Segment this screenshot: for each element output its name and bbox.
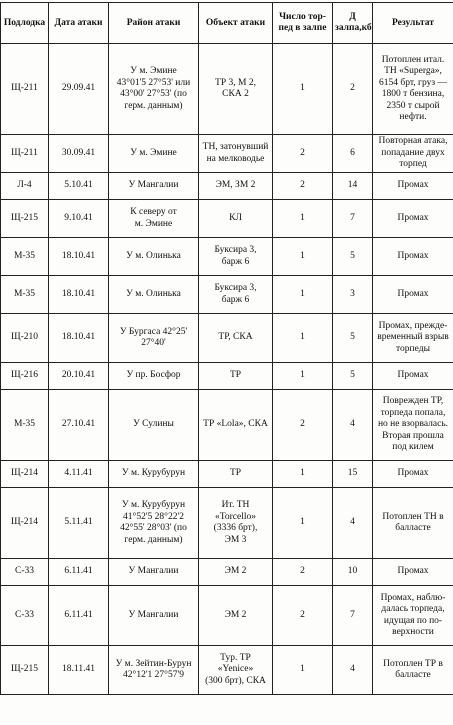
- result-cell: [373, 276, 453, 314]
- salvo-distance-cell: 3: [333, 276, 373, 314]
- attack-date-cell: 5.10.41: [49, 173, 109, 200]
- attack-target-cell: [199, 135, 273, 173]
- column-header-result: [373, 3, 453, 44]
- salvo-distance-cell: 15: [333, 461, 373, 488]
- attack-date-cell: 18.10.41: [49, 238, 109, 276]
- cell-line: ТР: [229, 370, 242, 381]
- torpedo-count-cell: 1: [273, 461, 333, 488]
- torpedo-count-cell: 2: [273, 586, 333, 646]
- cell-line: 2350 т сырой: [386, 100, 440, 111]
- submarine-cell: М-35: [1, 276, 49, 314]
- cell-line: идущая по по-: [383, 615, 443, 626]
- cell-line: Промах: [397, 212, 429, 223]
- column-header-attack-target: [199, 3, 273, 44]
- attack-target-cell: [199, 646, 273, 695]
- torpedo-count-cell: 1: [273, 276, 333, 314]
- table-body: [1, 44, 453, 695]
- table-row: [1, 276, 453, 314]
- attack-area-cell: [109, 276, 199, 314]
- attack-area-cell: [109, 646, 199, 695]
- cell-line: под килем: [392, 442, 434, 453]
- cell-line: герм. данным): [124, 534, 183, 545]
- attack-date-cell: 18.10.41: [49, 276, 109, 314]
- cell-line: 43°00' 27°53' (по: [120, 89, 187, 99]
- salvo-distance-cell: 14: [333, 173, 373, 200]
- submarine-attacks-table: [0, 2, 453, 695]
- table-row: [1, 135, 453, 173]
- cell-line: Район атаки: [126, 17, 181, 28]
- attack-date-cell: 6.11.41: [49, 586, 109, 646]
- salvo-distance-cell: 4: [333, 488, 373, 559]
- cell-line: Потоплен итал.: [381, 54, 445, 65]
- cell-line: далась торпеда,: [381, 604, 445, 614]
- cell-line: Дата атаки: [54, 17, 103, 28]
- table-row: [1, 586, 453, 646]
- result-cell: [373, 238, 453, 276]
- cell-line: но не взорвалась.: [377, 419, 449, 430]
- torpedo-count-cell: 2: [273, 173, 333, 200]
- attack-date-cell: 27.10.41: [49, 390, 109, 461]
- result-cell: [373, 586, 453, 646]
- cell-line: на мелководье: [206, 153, 265, 164]
- attack-target-cell: [199, 586, 273, 646]
- result-cell: [373, 390, 453, 461]
- column-header-attack-area: [109, 3, 199, 44]
- column-header-torpedo-count: [273, 3, 333, 44]
- cell-line: барж 6: [221, 294, 250, 305]
- table-row: [1, 559, 453, 586]
- torpedo-count-cell: 1: [273, 238, 333, 276]
- attack-area-cell: [109, 238, 199, 276]
- table-row: [1, 173, 453, 200]
- cell-line: КЛ: [229, 212, 242, 223]
- cell-line: 43°01'5 27°53' или: [116, 77, 191, 88]
- salvo-distance-cell: 7: [333, 586, 373, 646]
- attack-area-cell: [109, 173, 199, 200]
- cell-line: Промах: [397, 468, 429, 479]
- cell-line: У м. Курубурун: [121, 468, 186, 479]
- cell-line: У Мангалии: [128, 180, 179, 191]
- attack-target-cell: [199, 314, 273, 363]
- cell-line: торпеды: [396, 343, 430, 354]
- attack-date-cell: 30.09.41: [49, 135, 109, 173]
- attack-target-cell: [199, 488, 273, 559]
- result-cell: [373, 559, 453, 586]
- torpedo-count-cell: 1: [273, 488, 333, 559]
- result-cell: [373, 488, 453, 559]
- cell-line: ТР 3, М 2,: [215, 77, 256, 88]
- cell-line: Тур. ТР: [220, 652, 251, 663]
- cell-line: ЭМ, ЗМ 2: [215, 180, 256, 191]
- cell-line: Д залпа,: [335, 12, 362, 33]
- cell-line: ЭМ 2: [224, 609, 247, 620]
- attack-area-cell: [109, 390, 199, 461]
- attack-area-cell: [109, 314, 199, 363]
- attack-date-cell: 9.10.41: [49, 200, 109, 238]
- cell-line: Буксира 3,: [214, 283, 257, 293]
- cell-line: барж 6: [221, 256, 250, 267]
- cell-line: 42°55' 28°03' (по: [120, 523, 187, 533]
- table-row: [1, 238, 453, 276]
- result-cell: [373, 646, 453, 695]
- attack-date-cell: 4.11.41: [49, 461, 109, 488]
- cell-line: Вторая прошла: [382, 430, 444, 441]
- salvo-distance-cell: 4: [333, 646, 373, 695]
- attack-area-cell: [109, 135, 199, 173]
- cell-line: ЭМ 3: [224, 534, 247, 545]
- attack-date-cell: 18.11.41: [49, 646, 109, 695]
- submarine-cell: Щ-214: [1, 488, 49, 559]
- attack-date-cell: 20.10.41: [49, 363, 109, 390]
- cell-line: герм. данным): [124, 100, 183, 111]
- cell-line: Объект атаки: [205, 17, 266, 28]
- cell-line: балласте: [395, 670, 431, 680]
- table-row: [1, 390, 453, 461]
- salvo-distance-cell: 6: [333, 135, 373, 173]
- attack-date-cell: 6.11.41: [49, 559, 109, 586]
- cell-line: У Бургаса 42°25': [119, 326, 188, 337]
- cell-line: ТН «Superga»,: [384, 66, 442, 76]
- cell-line: СКА 2: [222, 89, 249, 99]
- attack-area-cell: [109, 488, 199, 559]
- result-cell: [373, 44, 453, 135]
- result-cell: [373, 200, 453, 238]
- cell-line: Потоплен ТН в: [382, 511, 444, 522]
- cell-line: балласте: [395, 523, 431, 533]
- cell-line: У м. Олинька: [126, 288, 181, 299]
- torpedo-count-cell: 2: [273, 135, 333, 173]
- submarine-cell: Щ-210: [1, 314, 49, 363]
- torpedo-count-cell: 1: [273, 314, 333, 363]
- salvo-distance-cell: 5: [333, 314, 373, 363]
- cell-line: ТР, СКА: [218, 332, 253, 343]
- cell-line: У м. Зейтин-Бурун: [115, 658, 192, 669]
- cell-line: Потоплен ТР в: [383, 658, 443, 669]
- attack-target-cell: [199, 44, 273, 135]
- cell-line: Буксира 3,: [214, 245, 257, 255]
- cell-line: Промах: [397, 180, 429, 191]
- cell-line: Промах: [397, 566, 429, 577]
- cell-line: 1800 т бензина,: [381, 89, 445, 99]
- torpedo-count-cell: 1: [273, 200, 333, 238]
- cell-line: «Torcello»: [214, 511, 256, 522]
- submarine-cell: С-33: [1, 559, 49, 586]
- attack-target-cell: [199, 390, 273, 461]
- cell-line: временный взрыв: [377, 332, 449, 343]
- cell-line: ТР «Lola», СКА: [203, 419, 268, 430]
- table-row: [1, 44, 453, 135]
- cell-line: ЭМ 2: [224, 566, 247, 577]
- table-header-row: [1, 3, 453, 44]
- attack-target-cell: [199, 559, 273, 586]
- cell-line: нефти.: [399, 112, 427, 122]
- cell-line: Подлодка: [3, 17, 46, 28]
- cell-line: Поврежден ТР,: [382, 396, 444, 407]
- attack-target-cell: [199, 173, 273, 200]
- attack-target-cell: [199, 461, 273, 488]
- attack-area-cell: [109, 559, 199, 586]
- submarine-cell: С-33: [1, 586, 49, 646]
- attack-target-cell: [199, 363, 273, 390]
- attack-date-cell: 5.11.41: [49, 488, 109, 559]
- submarine-cell: Щ-211: [1, 135, 49, 173]
- attack-area-cell: [109, 363, 199, 390]
- submarine-cell: Щ-216: [1, 363, 49, 390]
- salvo-distance-cell: 2: [333, 44, 373, 135]
- table-row: [1, 363, 453, 390]
- table-row: [1, 461, 453, 488]
- cell-line: Промах, наблю-: [380, 592, 446, 603]
- cell-line: У Мангалии: [128, 609, 179, 620]
- cell-line: м. Эмине: [134, 218, 173, 229]
- table-row: [1, 646, 453, 695]
- attack-area-cell: [109, 200, 199, 238]
- attack-area-cell: [109, 586, 199, 646]
- attack-area-cell: [109, 44, 199, 135]
- salvo-distance-cell: 10: [333, 559, 373, 586]
- result-cell: [373, 363, 453, 390]
- cell-line: Число тор-: [279, 12, 326, 22]
- cell-line: 6154 брт, груз —: [379, 77, 447, 88]
- attack-area-cell: [109, 461, 199, 488]
- cell-line: торпеда попала,: [380, 407, 446, 418]
- cell-line: 42°12'1 27°57'9: [123, 670, 184, 680]
- cell-line: торпед: [399, 159, 427, 170]
- cell-line: ТР: [229, 468, 242, 479]
- table-row: [1, 200, 453, 238]
- cell-line: кб: [361, 23, 372, 33]
- salvo-distance-cell: 5: [333, 238, 373, 276]
- cell-line: (3336 брт),: [213, 523, 258, 533]
- attack-target-cell: [199, 200, 273, 238]
- cell-line: верхности: [392, 627, 434, 637]
- result-cell: [373, 135, 453, 173]
- cell-line: пед в залпе: [278, 23, 327, 33]
- cell-line: У м. Олинька: [126, 250, 181, 261]
- table-row: [1, 314, 453, 363]
- torpedo-count-cell: 2: [273, 559, 333, 586]
- cell-line: 27°40': [141, 338, 166, 348]
- cell-line: К северу от: [130, 207, 177, 217]
- submarine-cell: Л-4: [1, 173, 49, 200]
- cell-line: Повторная атака,: [378, 136, 448, 147]
- cell-line: Ит. ТН: [221, 500, 250, 510]
- torpedo-count-cell: 1: [273, 44, 333, 135]
- submarine-cell: М-35: [1, 238, 49, 276]
- torpedo-count-cell: 2: [273, 390, 333, 461]
- result-cell: [373, 461, 453, 488]
- cell-line: попадание двух: [381, 147, 445, 158]
- submarine-cell: Щ-211: [1, 44, 49, 135]
- attack-target-cell: [199, 238, 273, 276]
- cell-line: (300 брт), СКА: [205, 675, 266, 686]
- submarine-cell: Щ-215: [1, 646, 49, 695]
- cell-line: Промах: [397, 288, 429, 299]
- cell-line: «Yenice»: [217, 664, 254, 675]
- cell-line: У м. Курубурун: [121, 500, 186, 510]
- cell-line: Промах: [397, 250, 429, 261]
- salvo-distance-cell: 4: [333, 390, 373, 461]
- cell-line: Промах, прежде-: [378, 320, 448, 331]
- column-header-salvo-distance: [333, 3, 373, 44]
- result-cell: [373, 314, 453, 363]
- torpedo-count-cell: 1: [273, 363, 333, 390]
- cell-line: Результат: [392, 17, 434, 28]
- torpedo-count-cell: 1: [273, 646, 333, 695]
- salvo-distance-cell: 5: [333, 363, 373, 390]
- cell-line: Промах: [397, 370, 429, 381]
- cell-line: У м. Эмине: [130, 147, 177, 158]
- cell-line: ТН, затонувший: [202, 142, 269, 152]
- attack-target-cell: [199, 276, 273, 314]
- cell-line: У Мангалии: [128, 566, 179, 577]
- result-cell: [373, 173, 453, 200]
- submarine-cell: М-35: [1, 390, 49, 461]
- cell-line: 41°52'5 28°22'2: [123, 511, 184, 522]
- column-header-attack-date: [49, 3, 109, 44]
- cell-line: У м. Эмине: [130, 66, 177, 76]
- submarine-cell: Щ-215: [1, 200, 49, 238]
- column-header-submarine: [1, 3, 49, 44]
- cell-line: У пр. Босфор: [126, 370, 181, 381]
- submarine-cell: Щ-214: [1, 461, 49, 488]
- attack-date-cell: 18.10.41: [49, 314, 109, 363]
- salvo-distance-cell: 7: [333, 200, 373, 238]
- attack-date-cell: 29.09.41: [49, 44, 109, 135]
- table-row: [1, 488, 453, 559]
- cell-line: У Сулины: [133, 419, 174, 430]
